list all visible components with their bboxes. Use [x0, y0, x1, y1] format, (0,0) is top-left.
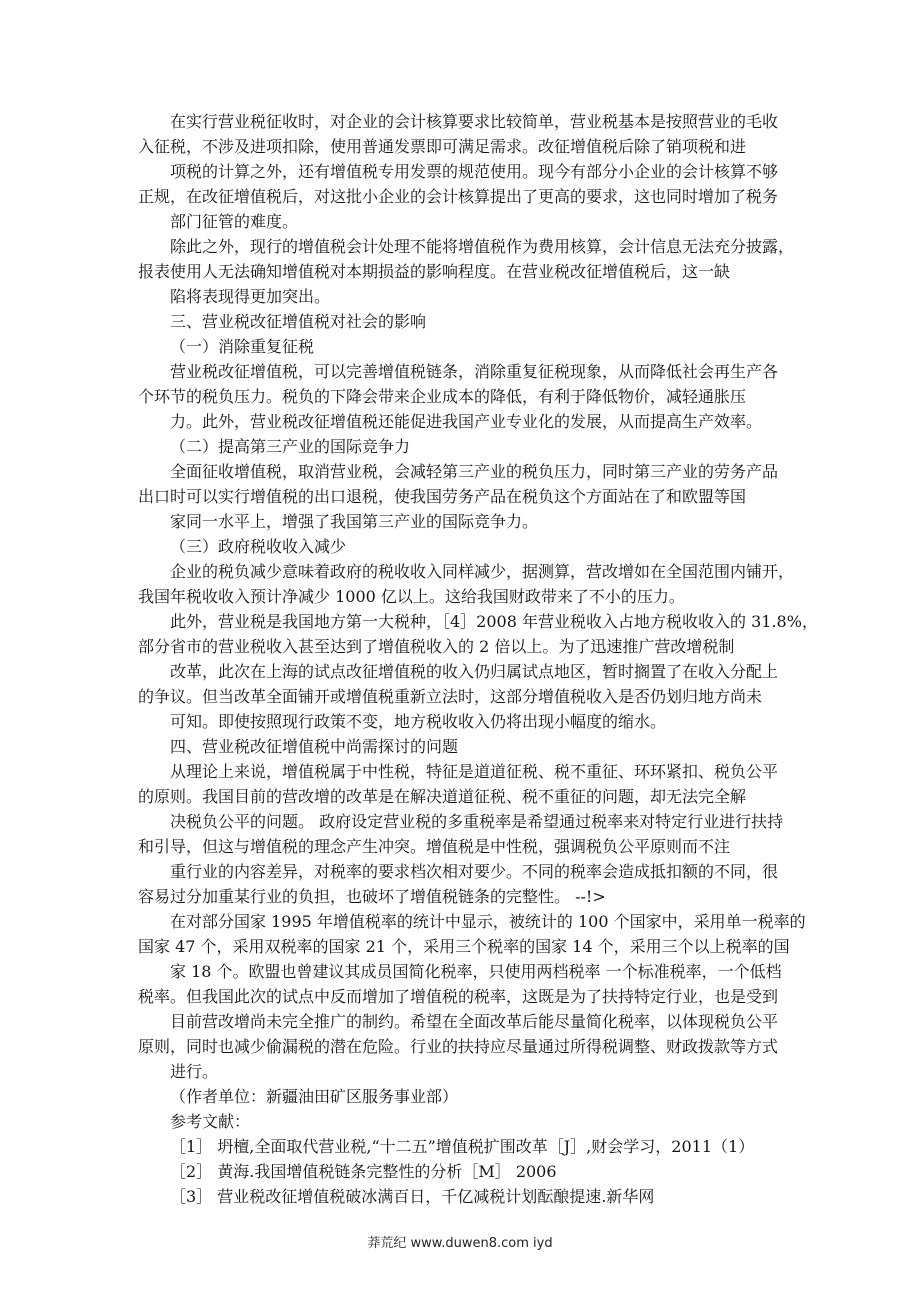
subsection-heading: （一）消除重复征税 — [170, 337, 315, 356]
text-line: 从理论上来说，增值税属于中性税，特征是道道征税、税不重征、环环紧扣、税负公平 — [170, 762, 779, 781]
text-line: 的争议。但当改革全面铺开或增值税重新立法时，这部分增值税收入是否仍划归地方尚未 — [138, 687, 763, 706]
reference-item: ［2］ 黄海.我国增值税链条完整性的分析［M］ 2006 — [170, 1162, 557, 1181]
text-line: 和引导，但这与增值税的理念产生冲突。增值税是中性税，强调税负公平原则而不注 — [138, 837, 731, 856]
text-line: 正规，在改征增值税后，对这批小企业的会计核算提出了更高的要求，这也同时增加了税务 — [138, 187, 779, 206]
text-line: 出口时可以实行增值税的出口退税，使我国劳务产品在税负这个方面站在了和欧盟等国 — [138, 487, 747, 506]
section-heading: 四、营业税改征增值税中尚需探讨的问题 — [170, 737, 459, 756]
section-heading: 三、营业税改征增值税对社会的影响 — [170, 312, 427, 331]
text-line: 原则，同时也减少偷漏税的潜在危险。行业的扶持应尽量通过所得税调整、财政拨款等方式 — [138, 1037, 779, 1056]
text-line: 容易过分加重某行业的负担，也破坏了增值税链条的完整性。 --!> — [138, 887, 606, 906]
text-line: 陷将表现得更加突出。 — [170, 287, 331, 306]
text-line: 个环节的税负压力。税负的下降会带来企业成本的降低，有利于降低物价，减轻通胀压 — [138, 387, 747, 406]
text-line: 在对部分国家 1995 年增值税率的统计中显示，被统计的 100 个国家中，采用单一税率的 — [170, 912, 806, 931]
subsection-heading: （三）政府税收收入减少 — [170, 537, 347, 556]
page-footer: 莽荒纪 www.duwen8.com iyd — [367, 1236, 553, 1251]
text-line: 入征税，不涉及进项扣除，使用普通发票即可满足需求。改征增值税后除了销项税和进 — [138, 137, 747, 156]
text-line: 在实行营业税征收时，对企业的会计核算要求比较简单，营业税基本是按照营业的毛收 — [170, 112, 779, 131]
reference-item: ［3］ 营业税改征增值税破冰满百日，千亿减税计划酝酿提速.新华网 — [170, 1187, 655, 1206]
text-line: 部门征管的难度。 — [170, 212, 299, 231]
text-line: 目前营改增尚未完全推广的制约。希望在全面改革后能尽量简化税率，以体现税负公平 — [170, 1012, 779, 1031]
text-line: 部分省市的营业税收入甚至达到了增值税收入的 2 倍以上。为了迅速推广营改增税制 — [138, 637, 735, 656]
text-line: 可知。即使按照现行政策不变，地方税收收入仍将出现小幅度的缩水。 — [170, 712, 667, 731]
subsection-heading: （二）提高第三产业的国际竞争力 — [170, 437, 411, 456]
text-line: 国家 47 个，采用双税率的国家 21 个，采用三个税率的国家 14 个，采用三个以上税率的国 — [138, 937, 790, 956]
text-line: 除此之外，现行的增值税会计处理不能将增值税作为费用核算，会计信息无法充分披露， — [170, 237, 795, 256]
text-line: 进行。 — [170, 1062, 219, 1081]
text-line: 营业税改征增值税，可以完善增值税链条，消除重复征税现象，从而降低社会再生产各 — [170, 362, 779, 381]
text-line: 决税负公平的问题。 政府设定营业税的多重税率是希望通过税率来对特定行业进行扶持 — [170, 812, 784, 831]
author-affiliation: （作者单位：新疆油田矿区服务事业部） — [170, 1087, 459, 1106]
text-line: 的原则。我国目前的营改增的改革是在解决道道征税、税不重征的问题，却无法完全解 — [138, 787, 747, 806]
text-line: 报表使用人无法确知增值税对本期损益的影响程度。在营业税改征增值税后，这一缺 — [138, 262, 731, 281]
text-line: 此外，营业税是我国地方第一大税种，［4］2008 年营业税收入占地方税收收入的 31.8%， — [170, 612, 818, 631]
text-line: 改革，此次在上海的试点改征增值税的收入仍归属试点地区，暂时搁置了在收入分配上 — [170, 662, 779, 681]
text-line: 力。此外，营业税改征增值税还能促进我国产业专业化的发展，从而提高生产效率。 — [170, 412, 763, 431]
reference-item: ［1］ 坍檀,全面取代营业税,“十二五”增值税扩围改革［J］,财会学习，2011（1） — [170, 1137, 755, 1156]
text-line: 项税的计算之外，还有增值税专用发票的规范使用。现今有部分小企业的会计核算不够 — [170, 162, 779, 181]
text-line: 家 18 个。欧盟也曾建议其成员国简化税率，只使用两档税率 一个标准税率，一个低档 — [170, 962, 782, 981]
text-line: 我国年税收收入预计净减少 1000 亿以上。这给我国财政带来了不小的压力。 — [138, 587, 685, 606]
text-line: 全面征收增值税，取消营业税，会减轻第三产业的税负压力，同时第三产业的劳务产品 — [170, 462, 779, 481]
references-heading: 参考文献： — [170, 1112, 251, 1131]
text-line: 家同一水平上，增强了我国第三产业的国际竞争力。 — [170, 512, 539, 531]
text-line: 税率。但我国此次的试点中反而增加了增值税的税率，这既是为了扶持特定行业，也是受到 — [138, 987, 779, 1006]
text-line: 企业的税负减少意味着政府的税收收入同样减少，据测算，营改增如在全国范围内铺开， — [170, 562, 795, 581]
text-line: 重行业的内容差异，对税率的要求档次相对要少。不同的税率会造成抵扣额的不同，很 — [170, 862, 779, 881]
